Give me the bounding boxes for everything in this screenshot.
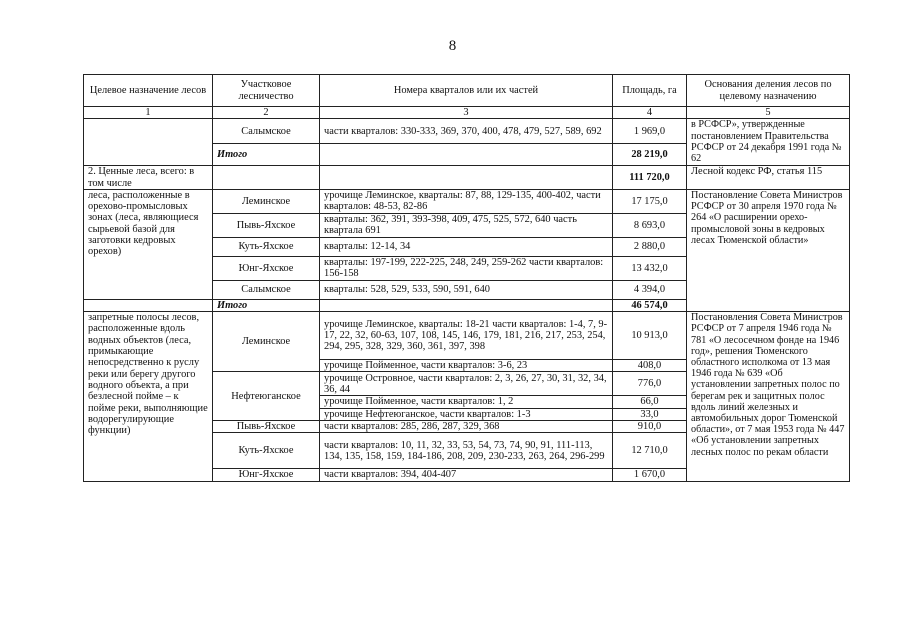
page-number: 8 — [448, 38, 457, 54]
empty-cell — [320, 144, 613, 166]
header-area: Площадь, га — [613, 75, 687, 107]
forestry-cell: Леминское — [213, 312, 320, 372]
quarters-cell: урочище Островное, части кварталов: 2, 3, 26, 27, 30, 31, 32, 34, 36, 44 — [320, 372, 613, 396]
section-row — [84, 166, 850, 190]
total-area: 46 574,0 — [613, 299, 687, 311]
quarters-cell: кварталы: 12-14, 34 — [320, 237, 613, 256]
area-cell: 2 880,0 — [613, 237, 687, 256]
quarters-cell: урочище Пойменное, части кварталов: 1, 2 — [320, 396, 613, 408]
total-area: 28 219,0 — [613, 144, 687, 166]
empty-cell — [320, 299, 613, 311]
forest-table — [83, 74, 850, 482]
section-title: 2. Ценные леса, всего: в том числе — [84, 166, 213, 190]
area-cell: 776,0 — [613, 372, 687, 396]
quarters-cell: кварталы: 528, 529, 533, 590, 591, 640 — [320, 280, 613, 299]
col-number: 4 — [613, 107, 687, 119]
empty-cell — [84, 119, 213, 166]
quarters-cell: кварталы: 362, 391, 393-398, 409, 475, 525, 572, 640 часть квартала 691 — [320, 213, 613, 237]
quarters-cell: части кварталов: 394, 404-407 — [320, 469, 613, 481]
quarters-cell: урочище Леминское, кварталы: 87, 88, 129-135, 400-402, части кварталов: 48-53, 82-86 — [320, 189, 613, 213]
forestry-cell: Юнг-Яхское — [213, 256, 320, 280]
area-cell: 13 432,0 — [613, 256, 687, 280]
quarters-cell: части кварталов: 330-333, 369, 370, 400, 478, 479, 527, 589, 692 — [320, 119, 613, 144]
forestry-cell: Куть-Яхское — [213, 433, 320, 469]
col-number: 1 — [84, 107, 213, 119]
area-cell: 408,0 — [613, 360, 687, 372]
forestry-cell: Салымское — [213, 280, 320, 299]
header-purpose: Целевое назначение лесов — [84, 75, 213, 107]
total-label: Итого — [213, 299, 320, 311]
header-row — [84, 75, 850, 107]
quarters-cell: части кварталов: 285, 286, 287, 329, 368 — [320, 421, 613, 433]
forestry-cell: Леминское — [213, 189, 320, 213]
basis-cell: в РСФСР», утвержденные постановлением Правительства РСФСР от 24 декабря 1991 года № 62 — [687, 119, 850, 166]
header-quarters: Номера кварталов или их частей — [320, 75, 613, 107]
quarters-cell: урочище Нефтеюганское, части кварталов: 1-3 — [320, 408, 613, 420]
table-row — [84, 189, 850, 213]
area-cell: 12 710,0 — [613, 433, 687, 469]
forestry-cell: Пывь-Яхское — [213, 213, 320, 237]
basis-cell: Лесной кодекс РФ, статья 115 — [687, 166, 850, 190]
column-number-row — [84, 107, 850, 119]
area-cell: 1 969,0 — [613, 119, 687, 144]
area-cell: 8 693,0 — [613, 213, 687, 237]
total-label: Итого — [213, 144, 320, 166]
empty-cell — [320, 166, 613, 190]
col-number: 5 — [687, 107, 850, 119]
quarters-cell: части кварталов: 10, 11, 32, 33, 53, 54, 73, 74, 90, 91, 111-113, 134, 135, 158, 159, 184-186, 208, 209, 230-233, 263, 264, 296-299 — [320, 433, 613, 469]
forestry-cell: Юнг-Яхское — [213, 469, 320, 481]
area-cell: 4 394,0 — [613, 280, 687, 299]
area-cell: 66,0 — [613, 396, 687, 408]
forestry-cell: Салымское — [213, 119, 320, 144]
purpose-cell: леса, расположенные в орехово-промысловых зонах (леса, являющиеся сырьевой базой для заготовки кедровых орехов) — [84, 189, 213, 299]
area-cell: 33,0 — [613, 408, 687, 420]
forestry-cell: Нефтеюганское — [213, 372, 320, 421]
basis-cell: Постановление Совета Министров РСФСР от 30 апреля 1970 года № 264 «О расширении орехо-промысловой зоны в кедровых лесах Тюменской области» — [687, 189, 850, 311]
area-cell: 1 670,0 — [613, 469, 687, 481]
empty-cell — [84, 299, 213, 311]
quarters-cell: урочище Пойменное, части кварталов: 3-6, 23 — [320, 360, 613, 372]
table-row — [84, 312, 850, 360]
forestry-cell: Куть-Яхское — [213, 237, 320, 256]
table-row — [84, 119, 850, 144]
empty-cell — [213, 166, 320, 190]
header-basis: Основания деления лесов по целевому назначению — [687, 75, 850, 107]
section-area: 111 720,0 — [613, 166, 687, 190]
col-number: 3 — [320, 107, 613, 119]
area-cell: 17 175,0 — [613, 189, 687, 213]
forestry-cell: Пывь-Яхское — [213, 421, 320, 433]
basis-cell: Постановления Совета Министров РСФСР от 7 апреля 1946 года № 781 «О лесосечном фонде на 1946 год», решения Тюменского областного исполкома от 13 мая 1946 года № 639 «Об установлении запретных полос по берегам рек и защитных полос вдоль линий железных и автомобильных дорог Тюменской области», от 7 мая 1953 года № 447 «Об установлении запретных лесных полос по рекам области — [687, 312, 850, 481]
purpose-cell: запретные полосы лесов, расположенные вдоль водных объектов (леса, примыкающие непосредственно к руслу реки или берегу другого водного объекта, а при безлесной пойме – к пойме реки, выполняющие водорегулирующие функции) — [84, 312, 213, 481]
quarters-cell: урочище Леминское, кварталы: 18-21 части кварталов: 1-4, 7, 9-17, 22, 32, 60-63, 107, 108, 145, 146, 179, 181, 216, 217, 253, 254, 294, 295, 328, 329, 360, 361, 397, 398 — [320, 312, 613, 360]
quarters-cell: кварталы: 197-199, 222-225, 248, 249, 259-262 части кварталов: 156-158 — [320, 256, 613, 280]
header-forestry: Участковое лесничество — [213, 75, 320, 107]
area-cell: 910,0 — [613, 421, 687, 433]
col-number: 2 — [213, 107, 320, 119]
area-cell: 10 913,0 — [613, 312, 687, 360]
